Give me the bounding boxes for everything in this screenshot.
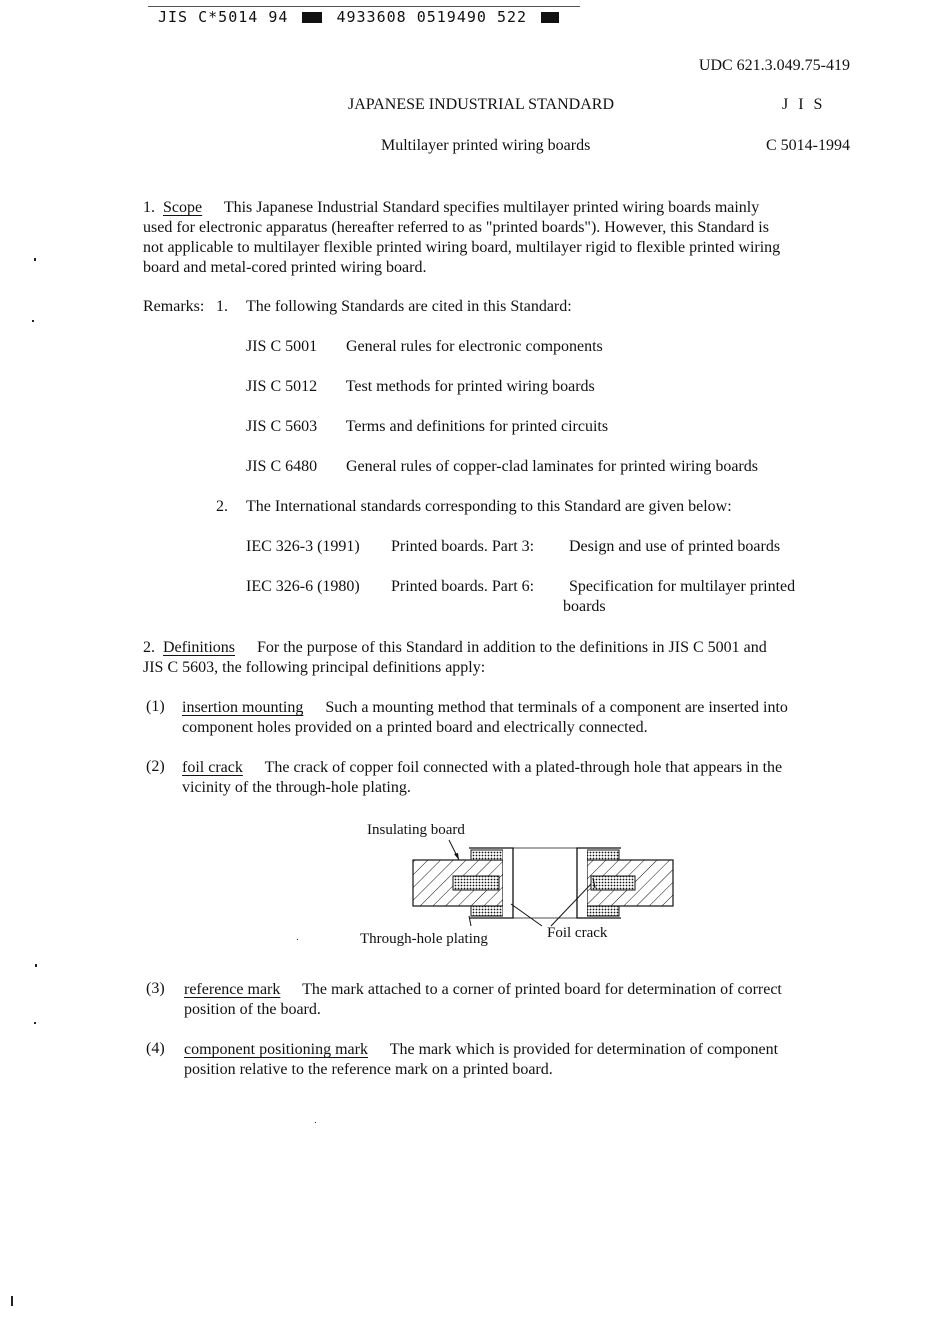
intl-standard-row (246, 538, 780, 556)
remarks-item2-text: The International standards corresponding to this Standard are given below: (246, 498, 732, 515)
remarks-item1-text: The following Standards are cited in this Standard: (246, 298, 572, 315)
header-block-mark (302, 12, 322, 23)
scope-line-1: This Japanese Industrial Standard specifies multilayer printed wiring boards mainly (223, 199, 760, 216)
cited-standard-row (246, 378, 595, 396)
udc-code: UDC 621.3.049.75-419 (698, 57, 850, 74)
definition-term: insertion mounting (182, 699, 304, 716)
jis-mark: J I S (782, 96, 826, 113)
intl-code: IEC 326-6 (1980) (246, 578, 360, 595)
cited-code: JIS C 6480 (246, 458, 318, 475)
crack-leader-left (511, 904, 542, 926)
definition-item (182, 758, 862, 798)
section-definitions-number: 2. (143, 639, 155, 656)
definition-text-line: component holes provided on a printed board and electrically connected. (182, 719, 648, 736)
cited-standard-row (246, 458, 758, 476)
remarks-item1-number: 1. (216, 298, 228, 315)
definition-text-line: position of the board. (184, 1001, 321, 1018)
scan-speck (34, 1022, 36, 1024)
section-scope-number: 1. (143, 199, 155, 216)
definition-number: (3) (146, 980, 165, 997)
cited-title: Terms and definitions for printed circuits (345, 418, 609, 435)
definition-item (182, 698, 862, 738)
cited-code: JIS C 5603 (246, 418, 318, 435)
definitions-line-2: JIS C 5603, the following principal definitions apply: (143, 659, 486, 676)
section-definitions (143, 638, 855, 678)
definition-text-line: The mark attached to a corner of printed board for determination of correct (302, 981, 782, 998)
intl-standard-row (246, 578, 795, 596)
scope-line-2: used for electronic apparatus (hereafter referred to as "printed boards"). However, this Standard is (143, 219, 769, 236)
left-board-section (413, 848, 513, 918)
header-code-prefix: JIS C*5014 94 (158, 8, 289, 26)
definition-term: component positioning mark (184, 1041, 368, 1058)
intl-title-continuation: boards (563, 598, 606, 615)
cited-standard-row (246, 338, 603, 356)
section-definitions-heading: Definitions (163, 639, 235, 656)
header-scan-code (158, 8, 559, 26)
header-block-mark-end (541, 12, 559, 23)
right-board-section (577, 848, 673, 918)
definition-text-line: vicinity of the through-hole plating. (182, 779, 411, 796)
definition-term: foil crack (182, 759, 243, 776)
definition-item (184, 980, 864, 1020)
definition-item (184, 1040, 864, 1080)
cited-code: JIS C 5001 (246, 338, 318, 355)
intl-code: IEC 326-3 (1991) (246, 538, 360, 555)
definition-number: (4) (146, 1040, 165, 1057)
document-title: Multilayer printed wiring boards (381, 137, 591, 154)
scan-speck (32, 320, 34, 322)
definition-text-line: Such a mounting method that terminals of a component are inserted into (325, 699, 788, 716)
scan-speck (11, 1296, 13, 1306)
scope-line-4: board and metal-cored printed wiring board. (143, 259, 427, 276)
intl-part: Printed boards. Part 6: (391, 578, 535, 595)
cited-code: JIS C 5012 (246, 378, 318, 395)
scan-speck (35, 964, 37, 967)
standard-name: JAPANESE INDUSTRIAL STANDARD (348, 96, 614, 113)
definition-text-line: The mark which is provided for determination of component (389, 1041, 779, 1058)
scan-speck (297, 939, 298, 940)
remarks-label: Remarks: (143, 298, 205, 315)
intl-part: Printed boards. Part 3: (391, 538, 535, 555)
section-scope-heading: Scope (163, 199, 203, 216)
definitions-line-1: For the purpose of this Standard in addition to the definitions in JIS C 5001 and (257, 639, 767, 656)
definition-number: (2) (146, 758, 165, 775)
figure-label-through-hole-plating: Through-hole plating (360, 931, 488, 947)
intl-title: Specification for multilayer printed (569, 578, 796, 595)
definition-number: (1) (146, 698, 165, 715)
cited-title: Test methods for printed wiring boards (345, 378, 595, 395)
section-scope (143, 198, 855, 278)
intl-title: Design and use of printed boards (569, 538, 781, 555)
scan-speck (34, 258, 36, 261)
definition-text-line: The crack of copper foil connected with a plated-through hole that appears in the (264, 759, 783, 776)
standard-number: C 5014-1994 (766, 137, 850, 154)
cited-standard-row (246, 418, 608, 436)
cited-title: General rules of copper-clad laminates for printed wiring boards (346, 458, 758, 475)
header-rule (148, 6, 580, 7)
remarks-item2-number: 2. (216, 498, 228, 515)
header-code-middle: 4933608 0519490 522 (336, 8, 528, 26)
figure-label-insulating-board: Insulating board (367, 822, 465, 838)
scope-line-3: not applicable to multilayer flexible printed wiring board, multilayer rigid to flexible printed wiring (143, 239, 781, 256)
figure-label-foil-crack: Foil crack (547, 925, 608, 941)
definition-term: reference mark (184, 981, 281, 998)
scan-speck (315, 1122, 316, 1123)
definition-text-line: position relative to the reference mark on a printed board. (184, 1061, 553, 1078)
cited-title: General rules for electronic components (346, 338, 603, 355)
